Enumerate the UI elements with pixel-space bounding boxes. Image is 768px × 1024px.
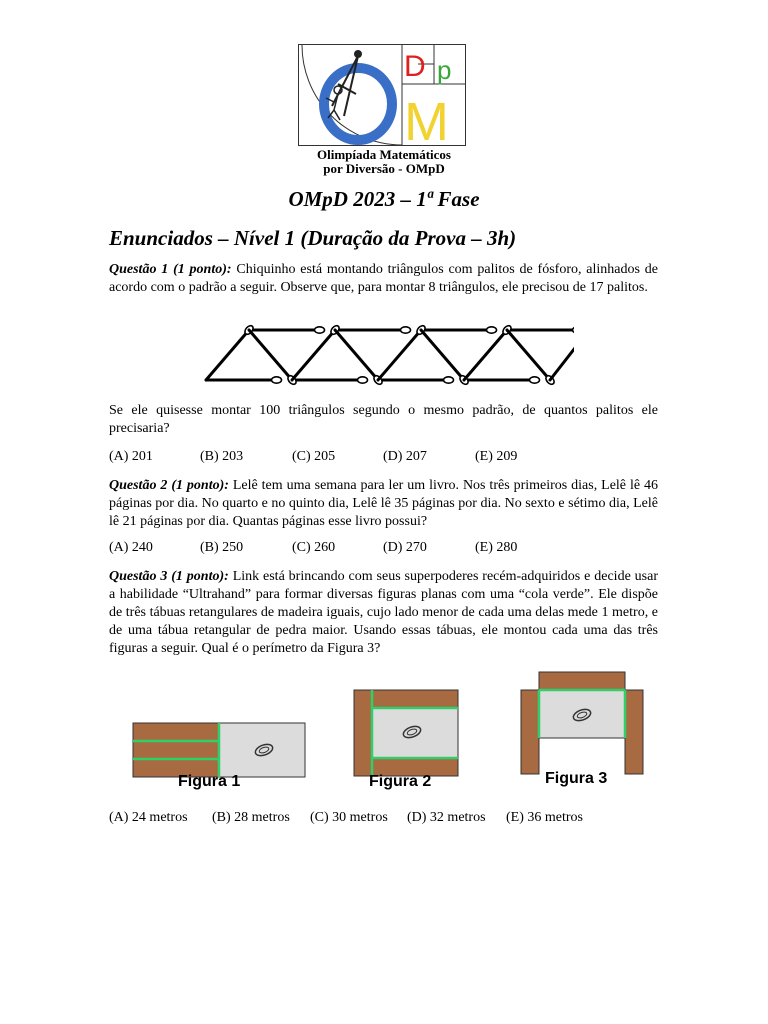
q2-option-a[interactable]: (A) 240	[109, 540, 153, 555]
q3-label: Questão 3 (1 ponto):	[109, 569, 229, 584]
q3-statement	[109, 568, 658, 658]
figura-1	[133, 723, 305, 777]
logo-letter-p: p	[437, 55, 452, 85]
q1-question: Se ele quisesse montar 100 triângulos segundo o mesmo padrão, de quantos palitos ele precisaria?	[109, 403, 658, 436]
q2-option-b[interactable]: (B) 250	[200, 540, 244, 555]
q1-option-b[interactable]: (B) 203	[200, 449, 244, 464]
matchstick	[464, 330, 507, 380]
q3-option-d[interactable]: (D) 32 metros	[407, 810, 486, 825]
logo-caption-line1: Olimpíada Matemáticos	[317, 147, 451, 162]
logo-letter-m: M	[404, 92, 449, 146]
figura-3	[521, 672, 643, 774]
q3-option-b[interactable]: (B) 28 metros	[212, 810, 290, 825]
matchstick-head	[358, 377, 368, 383]
q1-option-d[interactable]: (D) 207	[383, 449, 427, 464]
q2-label: Questão 2 (1 ponto):	[109, 478, 229, 493]
matchstick	[249, 330, 292, 380]
matchstick-head	[530, 377, 540, 383]
matchstick	[507, 330, 550, 380]
q3-option-a[interactable]: (A) 24 metros	[109, 810, 188, 825]
logo-letter-d: D	[404, 50, 426, 83]
matchstick	[378, 330, 421, 380]
matchstick	[335, 330, 378, 380]
figura-2-label: Figura 2	[369, 773, 432, 790]
matchstick-head	[401, 327, 411, 333]
matchstick	[206, 330, 249, 380]
figura-1-label: Figura 1	[178, 773, 241, 790]
q1-statement	[109, 261, 658, 297]
matchstick-head	[444, 377, 454, 383]
q1-option-e[interactable]: (E) 209	[475, 449, 518, 464]
matchstick-head	[573, 327, 574, 333]
q1-option-c[interactable]: (C) 205	[292, 449, 336, 464]
matchstick	[421, 330, 464, 380]
page-subtitle: Enunciados – Nível 1 (Duração da Prova – 3h)	[109, 226, 517, 250]
q1-label: Questão 1 (1 ponto):	[109, 262, 232, 277]
q1-option-a[interactable]: (A) 201	[109, 449, 153, 464]
figura-3-label: Figura 3	[545, 770, 608, 787]
page-title: OMpD 2023 – 1ª Fase	[288, 187, 480, 211]
ompd-logo	[298, 44, 466, 146]
logo-caption-line2: por Diversão - OMpD	[323, 161, 445, 176]
q3-options	[109, 810, 669, 830]
q1-text: Chiquinho está montando triângulos com palitos de fósforo, alinhados de acordo com o padrão a seguir. Observe que, para montar 8 triângulos, ele precisou de 17 palitos.	[109, 262, 658, 295]
matchstick-figure	[196, 322, 574, 390]
q3-option-e[interactable]: (E) 36 metros	[506, 810, 583, 825]
matchstick-head	[315, 327, 325, 333]
matchstick	[292, 330, 335, 380]
q2-option-d[interactable]: (D) 270	[383, 540, 427, 555]
matchstick	[550, 330, 574, 380]
figura-2	[354, 690, 458, 776]
matchstick-head	[272, 377, 282, 383]
q2-option-c[interactable]: (C) 260	[292, 540, 336, 555]
q2-text: Lelê tem uma semana para ler um livro. Nos três primeiros dias, Lelê lê 46 páginas por dia. No quarto e no quinto dia, Lelê lê 35 páginas por dia. No sexto e sétimo dia, Lelê lê 21 páginas por dia. Quantas páginas esse livro possui?	[109, 478, 658, 529]
q2-option-e[interactable]: (E) 280	[475, 540, 518, 555]
q2-options	[109, 540, 669, 560]
matchstick-head	[487, 327, 497, 333]
q3-option-c[interactable]: (C) 30 metros	[310, 810, 388, 825]
q1-options	[109, 449, 669, 469]
q2-statement	[109, 477, 658, 531]
q3-text: Link está brincando com seus superpoderes recém-adquiridos e decide usar a habilidade “Ultrahand” para formar diversas figuras planas com uma “cola verde”. Ele dispõe de três tábuas retangulares de madeira iguais, cujo lado menor de cada uma delas mede 1 metro, e de uma tábua retangular de pedra maior. Usando essas tábuas, ele montou cada uma das três figuras a seguir. Qual é o perímetro da Figura 3?	[109, 569, 658, 656]
